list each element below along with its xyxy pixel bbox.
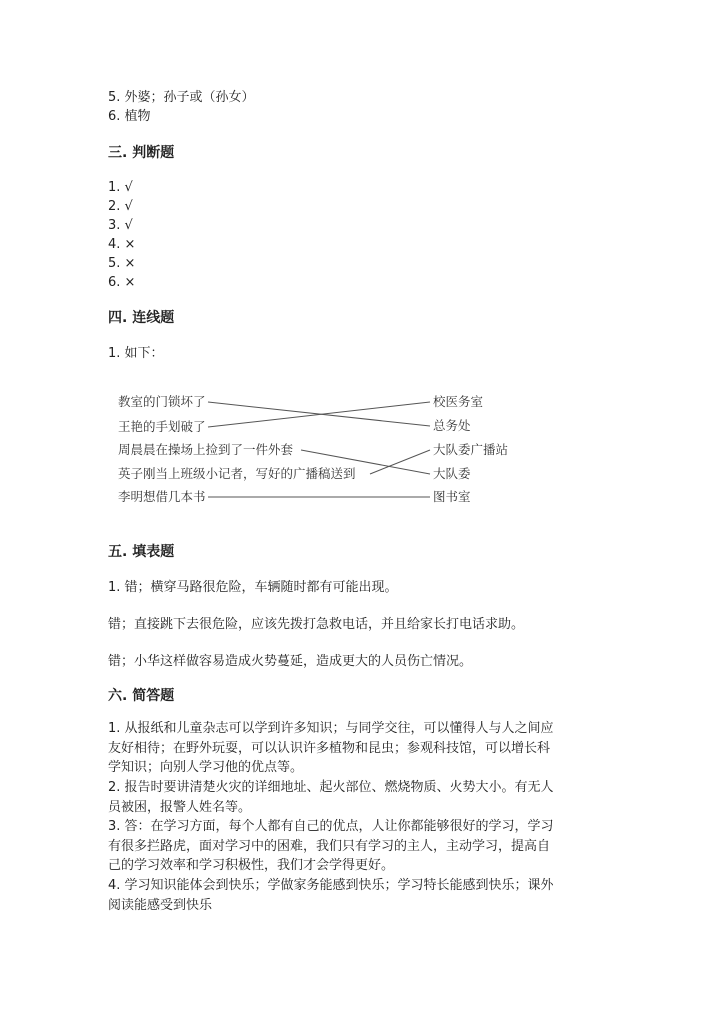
matching-intro: 1. 如下：: [108, 346, 164, 361]
judgement-answer-3: 3. √: [108, 218, 133, 233]
left-item-3: 周晨晨在操场上捡到了一件外套: [118, 442, 294, 457]
short-answer-3-line-2: 有很多拦路虎，面对学习中的困难，我们只有学习的主人，主动学习，提高自: [108, 838, 551, 854]
judgement-answer-6: 6. ×: [108, 275, 136, 290]
short-answer-1-line-3: 学知识；向别人学习他的优点等。: [108, 760, 304, 775]
left-item-5: 李明想借几本书: [118, 489, 206, 504]
judgement-answer-2: 2. √: [108, 199, 133, 214]
short-answer-2-line-2: 员被困，报警人姓名等。: [108, 799, 252, 815]
short-answer-3: [108, 817, 618, 876]
left-item-1: 教室的门锁坏了: [118, 394, 206, 409]
short-answer-1-line-2: 友好相待；在野外玩耍，可以认识许多植物和昆虫；参观科技馆，可以增长科: [108, 740, 551, 756]
short-answer-2: [108, 778, 618, 817]
right-item-5: 图书室: [433, 489, 471, 504]
section-heading-matching: 四. 连线题: [108, 310, 175, 326]
answer-q5: 5. 外婆；孙子或（孙女）: [108, 90, 255, 105]
matching-diagram: [108, 384, 528, 514]
answer-q6: 6. 植物: [108, 109, 151, 124]
connector-line-4: [370, 450, 430, 474]
short-answer-3-line-1: 3. 答：在学习方面，每个人都有自己的优点，人让你都能够很好的学习，学习: [108, 819, 554, 834]
right-item-3: 大队委广播站: [433, 442, 509, 457]
section-heading-short-answer: 六. 简答题: [108, 688, 175, 704]
right-item-2: 总务处: [433, 418, 471, 433]
short-answer-4: [108, 876, 618, 915]
short-answer-1: [108, 719, 618, 778]
judgement-answer-1: 1. √: [108, 180, 133, 195]
section-heading-judgement: 三. 判断题: [108, 145, 175, 161]
right-item-4: 大队委: [433, 466, 471, 481]
short-answer-4-line-2: 阅读能感受到快乐: [108, 897, 213, 913]
table-answer-2: 错；直接跳下去很危险，应该先拨打急救电话，并且给家长打电话求助。: [108, 617, 525, 632]
table-answer-3: 错；小华这样做容易造成火势蔓延，造成更大的人员伤亡情况。: [108, 654, 473, 669]
section-heading-table: 五. 填表题: [108, 544, 175, 560]
judgement-answer-5: 5. ×: [108, 256, 136, 271]
short-answer-2-line-1: 2. 报告时要讲清楚火灾的详细地址、起火部位、燃烧物质、火势大小。有无人: [108, 780, 554, 795]
right-item-1: 校医务室: [433, 394, 484, 409]
table-answer-1: 1. 错；横穿马路很危险，车辆随时都有可能出现。: [108, 580, 398, 595]
short-answer-4-line-1: 4. 学习知识能体会到快乐；学做家务能感到快乐；学习特长能感到快乐；课外: [108, 878, 554, 893]
short-answer-3-line-3: 己的学习效率和学习积极性，我们才会学得更好。: [108, 858, 395, 873]
left-item-2: 王艳的手划破了: [118, 419, 206, 434]
short-answer-1-line-1: 1. 从报纸和儿童杂志可以学到许多知识；与同学交往，可以懂得人与人之间应: [108, 721, 554, 736]
judgement-answer-4: 4. ×: [108, 237, 136, 252]
left-item-4: 英子刚当上班级小记者，写好的广播稿送到: [118, 466, 356, 481]
